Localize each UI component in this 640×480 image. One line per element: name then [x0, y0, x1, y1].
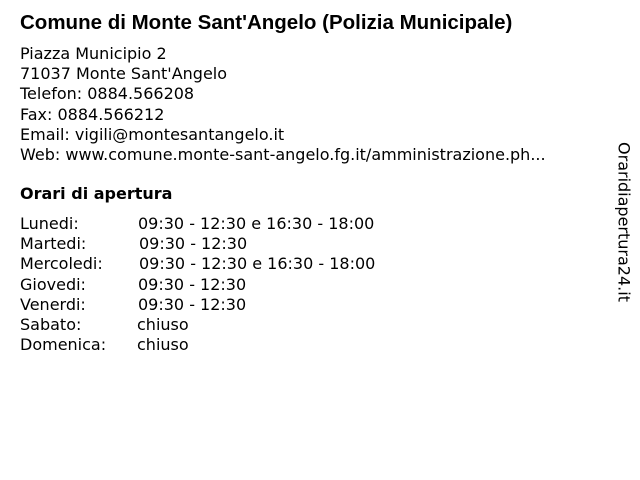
time-value: 09:30 - 12:30 — [138, 274, 247, 294]
day-label: Giovedi: — [20, 274, 86, 294]
email-address: Email: vigili@montesantangelo.it — [20, 124, 285, 144]
time-value: 09:30 - 12:30 e 16:30 - 18:00 — [138, 214, 375, 233]
day-label: Mercoledi: — [20, 254, 103, 274]
fax-number: Fax: 0884.566212 — [20, 104, 165, 124]
day-label: Martedi: — [20, 234, 87, 254]
site-watermark — [604, 134, 640, 310]
time-value: chiuso — [137, 314, 189, 334]
day-label: Sabato: — [20, 314, 82, 334]
city-postal-code: 71037 Monte Sant'Angelo — [20, 64, 228, 84]
page-title: Comune di Monte Sant'Angelo (Polizia Municipale) — [20, 11, 513, 34]
time-value: 09:30 - 12:30 — [138, 294, 247, 314]
phone-number: Telefon: 0884.566208 — [20, 84, 195, 104]
watermark-text: Oraridiapertura24.it — [614, 142, 634, 302]
street-address: Piazza Municipio 2 — [20, 44, 167, 63]
contact-info — [20, 44, 546, 165]
day-label: Venerdi: — [20, 294, 86, 314]
time-value: 09:30 - 12:30 e 16:30 - 18:00 — [139, 254, 376, 274]
day-label: Lunedi: — [20, 214, 79, 233]
day-label: Domenica: — [20, 335, 107, 355]
opening-hours-heading: Orari di apertura — [20, 184, 173, 203]
website-url: Web: www.comune.monte-sant-angelo.fg.it/amministrazione.ph... — [20, 144, 546, 164]
time-value: 09:30 - 12:30 — [139, 234, 248, 254]
time-value: chiuso — [137, 335, 189, 355]
